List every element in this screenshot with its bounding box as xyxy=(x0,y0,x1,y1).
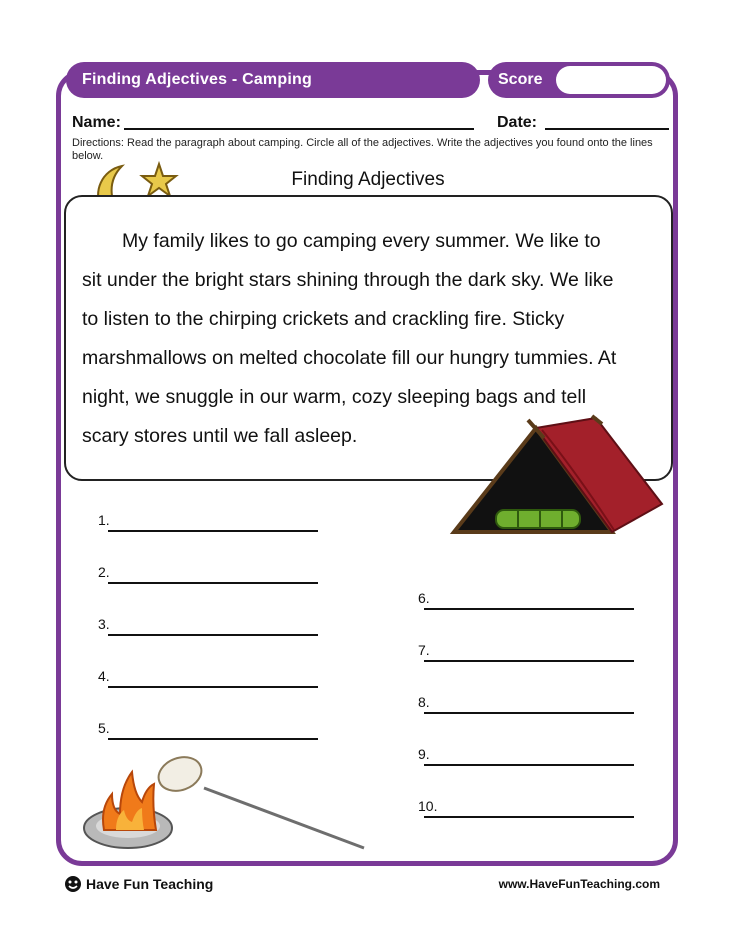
name-label: Name: xyxy=(72,114,121,131)
paragraph-line: sit under the bright stars shining through the dark sky. We like xyxy=(82,269,614,291)
answer-number: 4. xyxy=(98,668,110,684)
answer-item xyxy=(418,746,636,770)
date-field[interactable] xyxy=(545,128,669,130)
answer-number: 1. xyxy=(98,512,110,528)
section-heading: Finding Adjectives xyxy=(291,169,445,190)
answer-item xyxy=(418,798,636,822)
answer-number: 7. xyxy=(418,642,430,658)
paragraph-line: to listen to the chirping crickets and crackling fire. Sticky xyxy=(82,308,565,330)
paragraph-line: scary stores until we fall asleep. xyxy=(82,425,358,447)
answer-line[interactable] xyxy=(424,660,634,662)
smiley-logo-icon xyxy=(64,875,82,893)
answer-line[interactable] xyxy=(424,712,634,714)
answer-line[interactable] xyxy=(108,634,318,636)
paragraph-line: marshmallows on melted chocolate fill our hungry tummies. At xyxy=(82,347,617,369)
answer-number: 8. xyxy=(418,694,430,710)
answer-number: 2. xyxy=(98,564,110,580)
score-field[interactable] xyxy=(556,66,666,94)
answer-line[interactable] xyxy=(108,738,318,740)
answer-number: 3. xyxy=(98,616,110,632)
paragraph-line: My family likes to go camping every summer. We like to xyxy=(122,230,601,252)
tent-icon xyxy=(446,412,668,540)
worksheet-title: Finding Adjectives - Camping xyxy=(66,62,480,98)
footer-url[interactable]: www.HaveFunTeaching.com xyxy=(498,877,660,891)
answer-line[interactable] xyxy=(108,582,318,584)
footer-brand-text: Have Fun Teaching xyxy=(86,876,214,892)
answer-line[interactable] xyxy=(424,608,634,610)
answer-item xyxy=(98,512,320,536)
score-label: Score xyxy=(498,71,543,88)
answer-item xyxy=(98,616,320,640)
answer-number: 5. xyxy=(98,720,110,736)
answer-number: 6. xyxy=(418,590,430,606)
campfire-marshmallow-icon xyxy=(76,748,372,860)
answer-item xyxy=(98,720,320,744)
answer-line[interactable] xyxy=(424,764,634,766)
score-bar xyxy=(488,62,670,98)
answer-number: 10. xyxy=(418,798,438,814)
answer-line[interactable] xyxy=(424,816,634,818)
answer-number: 9. xyxy=(418,746,430,762)
answer-item xyxy=(98,668,320,692)
answer-item xyxy=(418,642,636,666)
answer-item xyxy=(418,694,636,718)
date-label: Date: xyxy=(497,114,538,131)
answer-item xyxy=(418,590,636,614)
name-field[interactable] xyxy=(124,128,474,130)
directions-text: Directions: Read the paragraph about camping. Circle all of the adjectives. Write the adjectives you found onto the lines below. xyxy=(72,137,653,162)
footer-brand xyxy=(64,875,213,893)
paragraph-line: night, we snuggle in our warm, cozy sleeping bags and tell xyxy=(82,386,587,408)
answer-item xyxy=(98,564,320,588)
answer-line[interactable] xyxy=(108,530,318,532)
answer-line[interactable] xyxy=(108,686,318,688)
